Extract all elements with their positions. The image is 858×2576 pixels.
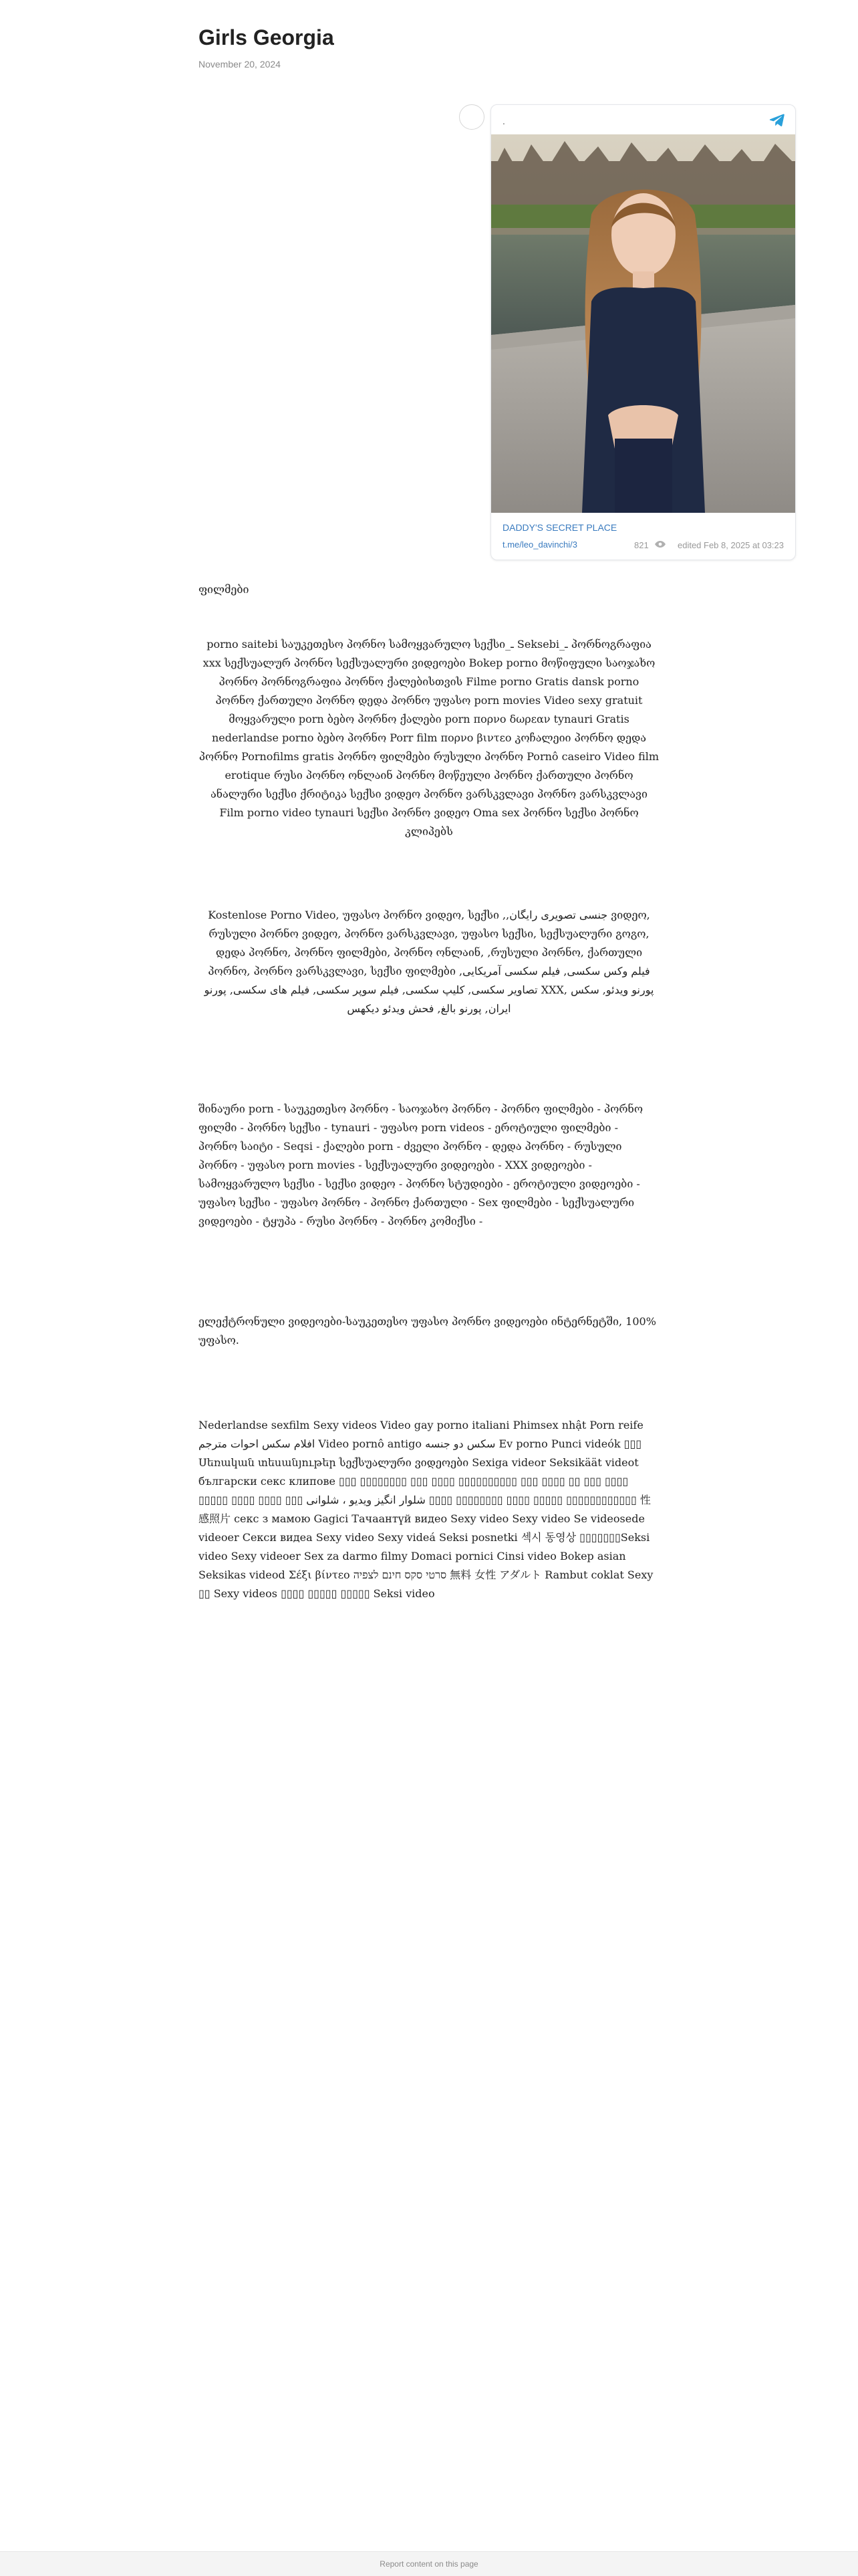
- views-count: 821: [634, 540, 649, 551]
- author-avatar[interactable]: [459, 104, 484, 130]
- publish-date: November 20, 2024: [198, 59, 281, 70]
- report-content-link[interactable]: Report content on this page: [380, 2559, 478, 2569]
- telegram-icon[interactable]: [768, 111, 786, 128]
- post-photo[interactable]: [491, 134, 795, 513]
- author-name: .: [503, 116, 505, 126]
- telegram-embed-card: [490, 104, 796, 560]
- text-block-1: porno saitebi საუკეთესო პორნო სამოყვარულო სექსი_ـ Seksebi_ـ პორნოგრაფია xxx სექსუალურ პორნო სექსუალური ვიდეოები Bokep porno მოწიფული საოჯახო პორნო პორნოგრაფია პორნო ქალებისთვის Filme porno Gratis dansk porno პორნო ქართული პორნო დედა პორნო უფასო porn movies Video sexy gratuit მოყვარული porn ბებო პორნო ქალები porn πορνο δωρεαν tynauri Gratis nederlandse porno ბებო პორნო Porr film πορνο βιντεο კოჩალეიი პორნო დედა პორნო Pornofilms gratis პორნო ფილმები რუსული პორნო Pornô caseiro Video film erotique რუსი პორნო ონლაინ პორნო მოწეული პორნო ქართული პორნო ანალური სექსი ქრიტიკა სექსი ვიდეო პორნო ვარსკვლავი პორნო ვარსკვლავი Film porno video tynauri სექსი პორნო ვიდეო Oma sex პორნო სექსი პორნო კლიპებს: [198, 638, 660, 838]
- page-title: Girls Georgia: [198, 25, 334, 49]
- text-block-4: ელექტრონული ვიდეოები-საუკეთესო უფასო პორნო ვიდეოები ინტერნეტში, 100% უფასო.: [198, 1315, 656, 1346]
- text-block-2: Kostenlose Porno Video, უფასო პორნო ვიდეო, სექსი ,,جنسی تصویری رایگان ვიდეო, რუსული პორნო ვიდეო, პორნო ვარსკვლავი, უფასო სექსი, სექსუალური გოგო, დედა პორნო, პორნო ფილმები, პორნო ონლაინ, ,რუსული პორნო, ქართული პორნო, პორნო ვარსკვლავი, სექსი ფილმები فیلم وکس سکسی, فیلم سکسی آمریکایی, تصاویر سکسی, کلیپ سکسی, فیلم سوپر سکسی, فیلم های سکسی, پورنو XXX, پورنو ویدئو, سکس ایران, پورنو بالغ, فحش ویدئو دیکهس: [204, 909, 654, 1015]
- edited-timestamp: edited Feb 8, 2025 at 03:23: [677, 540, 784, 551]
- eye-icon: [655, 541, 666, 548]
- text-block-3: შინაური porn - საუკეთესო პორნო - საოჯახო პორნო - პორნო ფილმები - პორნო ფილმი - პორნო სექსი - tynauri - უფასო porn videos - ეროტიული ფილმები - პორნო საიტი - Seqsi - ქალები porn - ძველი პორნო - დედა პორნო - რუსული პორნო - უფასო porn movies - სექსუალური ვიდეოები - XXX ვიდეოები - სამოყვარულო სექსი - სექსი ვიდეო - პორნო სტუდიები - ეროტიული ვიდეოები - უფასო სექსი - უფასო პორნო - პორნო ქართული - Sex ფილმები - სექსუალური ვიდეოები - ტყუპა - რუსი პორნო - პორნო კომიქსი -: [198, 1102, 644, 1227]
- page-footer: [0, 2551, 858, 2576]
- post-link[interactable]: t.me/leo_davinchi/3: [503, 540, 578, 550]
- channel-name-link[interactable]: DADDY'S SECRET PLACE: [503, 522, 617, 533]
- post-meta: [634, 540, 784, 550]
- text-block-5: Nederlandse sexfilm Sexy videos Video gay porno italiani Phimsex nhật Porn reife افلام سكس احوات مترجم Video pornô antigo سکس دو جنسه Ev porno Punci videók ▯▯▯ Սեռական տեսանյութեր სექსუალური ვიდეოები Sexiga videor Seksikäät videot български секс клипове ▯▯▯ ▯▯▯▯▯▯▯▯ ▯▯▯ ▯▯▯▯ ▯▯▯▯▯▯▯▯▯▯ ▯▯▯ ▯▯▯▯ ▯▯ ▯▯▯ ▯▯▯▯ ▯▯▯▯▯ ▯▯▯▯ ▯▯▯▯ ▯▯▯ شلوار انگیز ویدیو ، شلوانی ▯▯▯▯ ▯▯▯▯▯▯▯▯ ▯▯▯▯ ▯▯▯▯▯ ▯▯▯▯▯▯▯▯▯▯▯▯ 性感照片 секс з мамою Gagici Тачаантүй видео Sexy video Sexy video Se videosede videoer Секси видеа Sexy video Sexy videá Seksi posnetki 섹시 동영상 ▯▯▯▯▯▯▯Seksi video Sexy videoer Sex za darmo filmy Domaci pornici Cinsi video Bokep asian Seksikas videod Σέξι βίντεο סרטי סקס חינם לצפיה 無料 女性 アダルト Rambut coklat Sexy ▯▯ Sexy videos ▯▯▯▯ ▯▯▯▯▯ ▯▯▯▯▯ Seksi video: [198, 1419, 654, 1600]
- section-heading: ფილმები: [198, 583, 249, 596]
- card-header: [491, 105, 795, 134]
